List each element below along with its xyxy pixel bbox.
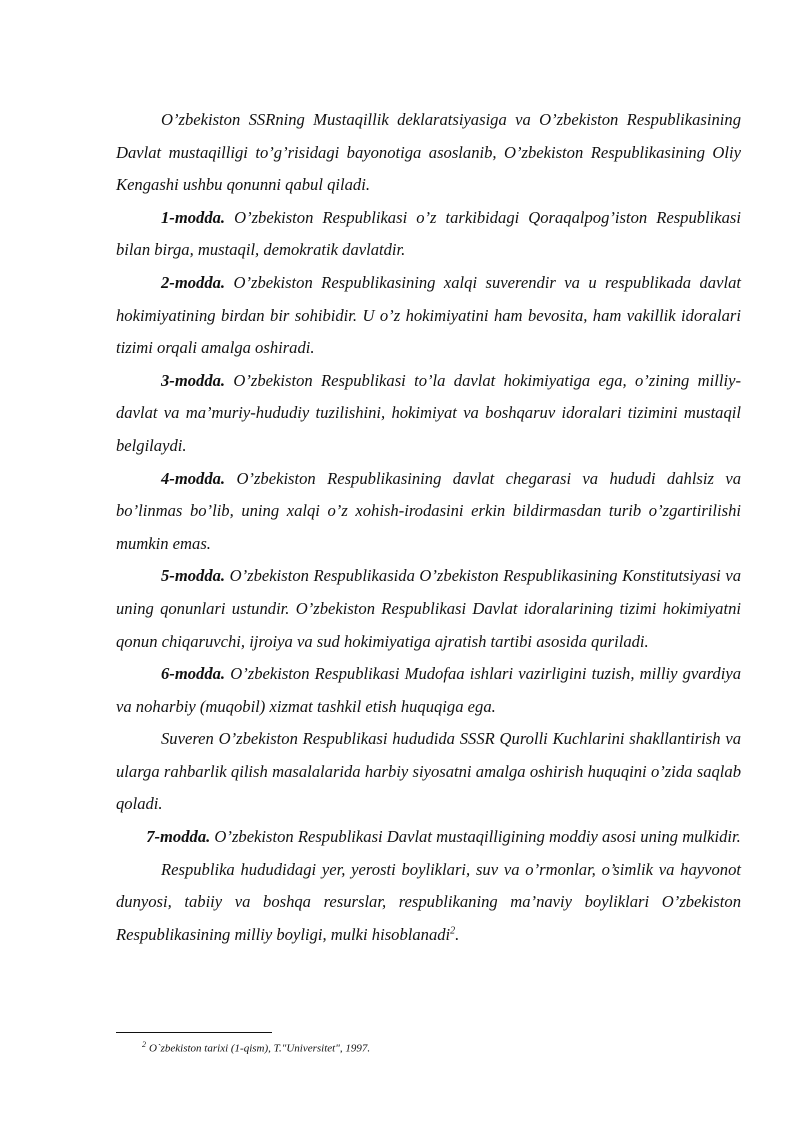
paragraph-text: O’zbekiston Respublikasi o’z tarkibidagi Qoraqalpog’iston Respublikasi bilan birga, mustaqil, demokratik davlatdir. bbox=[116, 207, 741, 260]
footnote-text: O`zbekiston tarixi (1-qism), T."Universitet", 1997. bbox=[149, 1042, 371, 1055]
article-label: 3-modda. bbox=[161, 370, 226, 390]
paragraph-text: O’zbekiston Respublikasining davlat chegarasi va hududi dahlsiz va bo’linmas bo’lib, uning xalqi o’z xohish-irodasini erkin bildirmasdan turib o’zgartirilishi mumkin emas. bbox=[116, 468, 741, 553]
paragraph-text: O’zbekiston Respublikasi Mudofaa ishlari vazirligini tuzish, milliy gvardiya va noharbiy (muqobil) xizmat tashkil etish huquqiga ega. bbox=[116, 664, 741, 716]
paragraph-text: O’zbekiston Respublikasining xalqi suverendir va u respublikada davlat hokimiyatining birdan bir sohibidir. U o’z hokimiyatini ham bevosita, ham vakillik idoralari tizimi orqali amalga oshiradi. bbox=[116, 272, 741, 358]
article-label: 6-modda. bbox=[161, 664, 226, 684]
paragraph-text: O’zbekiston Respublikasi Davlat mustaqilligining moddiy asosi uning mulkidir. bbox=[210, 827, 741, 847]
paragraph-article-6-continued bbox=[116, 723, 741, 821]
paragraph-text: Respublika hududidagi yer, yerosti boyliklari, suv va o’rmonlar, o’simlik va hayvonot dunyosi, tabiiy va boshqa resurslar, respublikaning ma’naviy boyliklari O’zbekiston Respublikasining milliy boyligi, mulki hisoblanadi bbox=[116, 859, 741, 944]
document-body bbox=[116, 104, 741, 951]
paragraph-resources bbox=[116, 854, 741, 952]
footnote-reference[interactable]: 2 bbox=[450, 925, 456, 937]
paragraph-text: O’zbekiston Respublikasi to’la davlat hokimiyatiga ega, o’zining milliy-davlat va ma’muriy-hududiy tuzilishini, hokimiyat va boshqaruv idoralari tizimini mustaqil belgilaydi. bbox=[116, 370, 741, 455]
article-label: 2-modda. bbox=[161, 272, 226, 292]
paragraph-end: . bbox=[455, 924, 460, 944]
paragraph-article-5 bbox=[116, 560, 741, 658]
paragraph-article-3 bbox=[116, 365, 741, 463]
article-label: 4-modda. bbox=[161, 468, 226, 488]
paragraph-text: O’zbekiston Respublikasida O’zbekiston Respublikasining Konstitutsiyasi va uning qonunlari ustundir. O’zbekiston Respublikasi Davlat idoralarining tizimi hokimiyatni qonun chiqaruvchi, ijroiya va sud hokimiyatiga ajratish tartibi asosida quriladi. bbox=[116, 566, 741, 651]
paragraph-article-1 bbox=[116, 202, 741, 267]
footnote-divider bbox=[116, 1032, 272, 1033]
paragraph-text: O’zbekiston SSRning Mustaqillik deklaratsiyasiga va O’zbekiston Respublikasining Davlat mustaqilligi to’g’risidagi bayonotiga asoslanib, O’zbekiston Respublikasining Oliy Kengashi ushbu qonunni qabul qiladi. bbox=[116, 110, 741, 195]
paragraph-article-7 bbox=[116, 821, 741, 854]
article-label: 7-modda. bbox=[146, 827, 211, 847]
article-label: 1-modda. bbox=[161, 207, 226, 227]
paragraph-text: Suveren O’zbekiston Respublikasi hududida SSSR Qurolli Kuchlarini shakllantirish va ularga rahbarlik qilish masalalarida harbiy siyosatni amalga oshirish huquqini o’zida saqlab qoladi. bbox=[116, 729, 741, 814]
paragraph-preamble bbox=[116, 104, 741, 202]
article-label: 5-modda. bbox=[161, 566, 226, 586]
paragraph-article-2 bbox=[116, 267, 741, 365]
paragraph-article-6 bbox=[116, 658, 741, 723]
footnote bbox=[142, 1040, 370, 1055]
paragraph-article-4 bbox=[116, 463, 741, 561]
footnote-number: 2 bbox=[142, 1040, 146, 1049]
